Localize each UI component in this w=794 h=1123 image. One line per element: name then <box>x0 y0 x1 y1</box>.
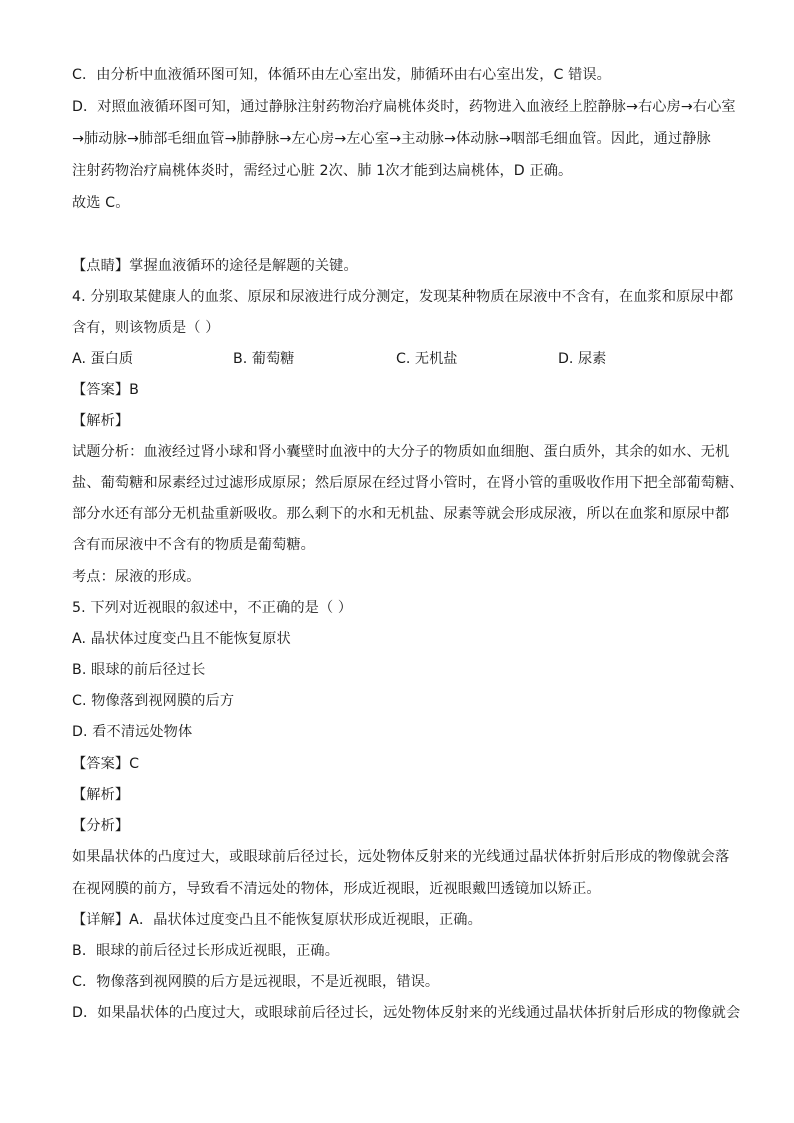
choice-statement: 故选 C。 <box>72 195 130 211</box>
q5-stem: 5. 下列对近视眼的叙述中，不正确的是（ ） <box>72 600 353 616</box>
analysis-option-d-line2: →肺动脉→肺部毛细血管→肺静脉→左心房→左心室→主动脉→体动脉→咽部毛细血管。因此，通过静脉 <box>72 131 711 147</box>
q4-knowledge-point: 考点：尿液的形成。 <box>72 569 201 585</box>
q4-option-c: C. 无机盐 <box>396 351 458 367</box>
q5-option-a: A. 晶状体过度变凸且不能恢复原状 <box>72 631 291 647</box>
q5-fenxi-line2: 在视网膜的前方，导致看不清远处的物体，形成近视眼，近视眼戴凹透镜加以矫正。 <box>72 881 601 897</box>
q5-detail-a: 【详解】A．晶状体过度变凸且不能恢复原状形成近视眼，正确。 <box>72 912 482 928</box>
q5-option-c: C. 物像落到视网膜的后方 <box>72 693 235 709</box>
q4-stem-line1: 4. 分别取某健康人的血浆、原尿和尿液进行成分测定，发现某种物质在尿液中不含有，在血浆和原尿中都 <box>72 289 734 305</box>
q4-option-b: B. 葡萄糖 <box>233 351 295 367</box>
q4-option-a: A. 蛋白质 <box>72 351 134 367</box>
q4-stem-line2: 含有，则该物质是（ ） <box>72 320 220 336</box>
q4-option-d: D. 尿素 <box>558 351 607 367</box>
q4-analysis-line4: 含有而尿液中不含有的物质是葡萄糖。 <box>72 537 315 553</box>
q5-detail-c: C．物像落到视网膜的后方是远视眼，不是近视眼，错误。 <box>72 974 440 990</box>
q4-answer: 【答案】B <box>72 382 139 398</box>
q5-detail-b: B．眼球的前后径过长形成近视眼，正确。 <box>72 943 340 959</box>
q4-analysis-line3: 部分水还有部分无机盐重新吸收。那么剩下的水和无机盐、尿素等就会形成尿液，所以在血浆和原尿中都 <box>72 506 730 522</box>
q4-analysis-line2: 盐、葡萄糖和尿素经过过滤形成原尿；然后原尿在经过肾小管时，在肾小管的重吸收作用下把全部葡萄糖、 <box>72 475 744 491</box>
q5-detail-d: D．如果晶状体的凸度过大，或眼球前后径过长，远处物体反射来的光线通过晶状体折射后形成的物像就会 <box>72 1005 741 1021</box>
q5-fenxi-head: 【分析】 <box>72 818 130 834</box>
analysis-option-d-line1: D．对照血液循环图可知，通过静脉注射药物治疗扁桃体炎时，药物进入血液经上腔静脉→右心房→右心室 <box>72 99 736 115</box>
q5-analysis-head: 【解析】 <box>72 787 130 803</box>
q5-answer: 【答案】C <box>72 756 140 772</box>
q5-option-b: B. 眼球的前后径过长 <box>72 662 206 678</box>
analysis-option-c: C．由分析中血液循环图可知，体循环由左心室出发，肺循环由右心室出发，C 错误。 <box>72 67 611 83</box>
tip-note: 【点睛】掌握血液循环的途径是解题的关键。 <box>72 258 358 274</box>
q5-option-d: D. 看不清远处物体 <box>72 724 193 740</box>
q5-fenxi-line1: 如果晶状体的凸度过大，或眼球前后径过长，远处物体反射来的光线通过晶状体折射后形成的物像就会落 <box>72 849 730 865</box>
q4-analysis-line1: 试题分析：血液经过肾小球和肾小囊壁时血液中的大分子的物质如血细胞、蛋白质外，其余的如水、无机 <box>72 444 730 460</box>
analysis-option-d-line3: 注射药物治疗扁桃体炎时，需经过心脏 2次、肺 1次才能到达扁桃体，D 正确。 <box>72 163 573 179</box>
q4-analysis-head: 【解析】 <box>72 413 130 429</box>
